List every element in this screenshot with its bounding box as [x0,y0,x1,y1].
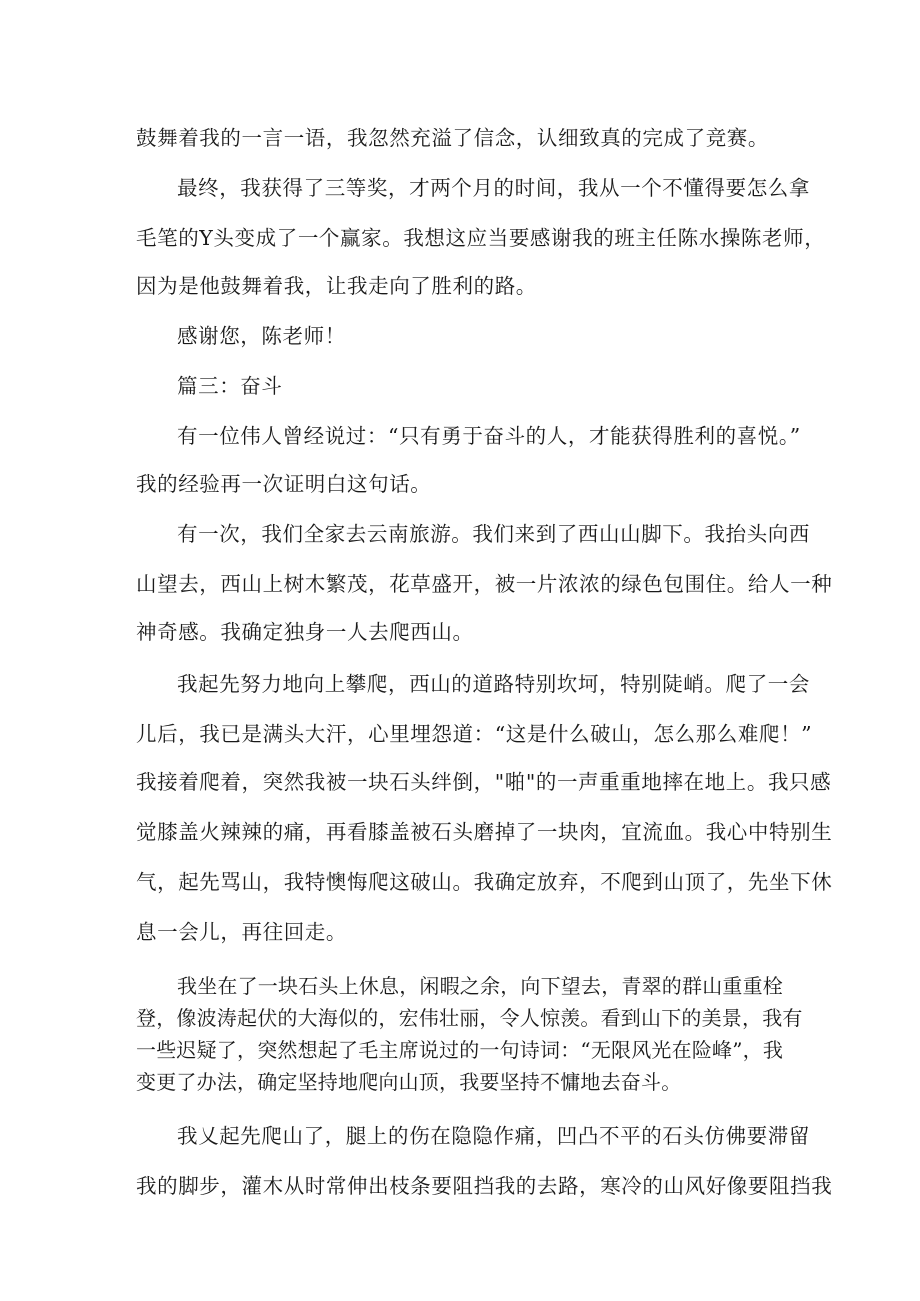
paragraph-line: 我乂起先爬山了，腿上的伤在隐隐作痛，凹凸不平的石头仿佛要滞留 [177,1124,810,1148]
paragraph-line: 我的脚步，灌木从时常伸出枝条要阻挡我的去路，寒冷的山风好像要阻挡我 [136,1174,833,1198]
paragraph-line: 登，像波涛起伏的大海似的，宏伟壮丽，令人惊羡。看到山下的美景，我有 [136,1006,803,1030]
section-heading: 篇三：奋斗 [177,374,283,398]
paragraph-line: 变更了办法，确定坚持地爬向山顶，我要坚持不慵地去奋斗。 [136,1070,682,1094]
paragraph-line: 最终，我获得了三等奖，才两个月的时间，我从一个不懂得要怎么拿 [177,176,810,200]
paragraph-line: 因为是他鼓舞着我，让我走向了胜利的路。 [136,274,537,298]
paragraph-line: 山望去，西山上树木繁茂，花草盛开，被一片浓浓的绿色包围住。给人一种 [136,572,833,596]
paragraph-line: 儿后，我已是满头大汗，心里埋怨道：“这是什么破山，怎么那么难爬！” [136,722,813,746]
paragraph-line: 我坐在了一块石头上休息，闲暇之余，向下望去，青翠的群山重重栓 [177,974,783,998]
paragraph-line: 感谢您，陈老师！ [177,324,346,348]
paragraph-line: 一些迟疑了，突然想起了毛主席说过的一句诗词：“无限风光在险峰”，我 [136,1038,784,1062]
paragraph-line: 气，起先骂山，我特懊悔爬这破山。我确定放弃，不爬到山顶了，先坐下休 [136,870,833,894]
paragraph-line: 我接着爬着，突然我被一块石头绊倒，"啪"的一声重重地摔在地上。我只感 [136,770,832,794]
paragraph-line: 息一会儿，再往回走。 [136,920,347,944]
paragraph-line: 有一位伟人曾经说过：“只有勇于奋斗的人，才能获得胜利的喜悦。” [177,424,801,448]
paragraph-line: 毛笔的Y头变成了一个赢家。我想这应当要感谢我的班主任陈水操陈老师， [136,226,826,250]
paragraph-line: 神奇感。我确定独身一人去爬西山。 [136,620,474,644]
paragraph-line: 觉膝盖火辣辣的痛，再看膝盖被石头磨掉了一块肉，宜流血。我心中特别生 [136,820,833,844]
paragraph-line: 我起先努力地向上攀爬，西山的道路特别坎坷，特别陡峭。爬了一会 [177,672,810,696]
paragraph-line: 我的经验再一次证明白这句话。 [136,472,432,496]
paragraph-line: 鼓舞着我的一言一语，我忽然充溢了信念，认细致真的完成了竞赛。 [136,126,769,150]
paragraph-line: 有一次，我们全家去云南旅游。我们来到了西山山脚下。我抬头向西 [177,522,810,546]
